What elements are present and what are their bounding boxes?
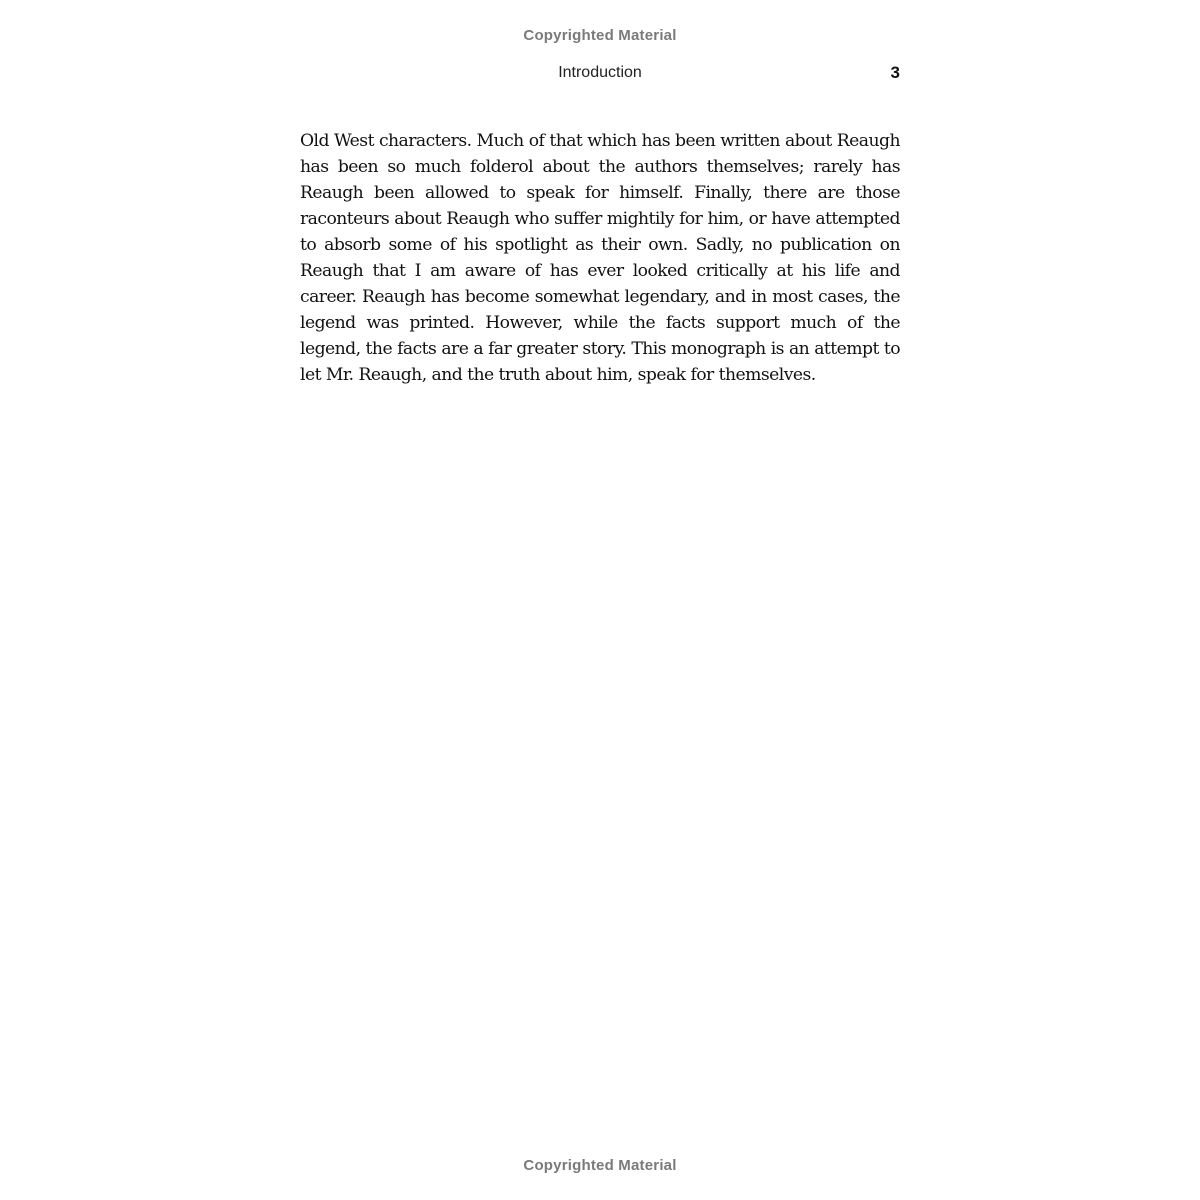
body-paragraph: Old West characters. Much of that which has been written about Reaugh has been so much folderol about the authors themselves; rarely has Reaugh been allowed to speak for himself. Finally, there are those raconteurs about Reaugh who suffer mightily for him, or have attempted to absorb some of his spotlight as their own. Sadly, no publication on Reaugh that I am aware of has ever looked critically at his life and career. Reaugh has become somewhat legendary, and in most cases, the legend was printed. However, while the facts support much of the legend, the facts are a far greater story. This monograph is an attempt to let Mr. Reaugh, and the truth about him, speak for themselves.	[300, 131, 900, 385]
page-number: 3	[890, 63, 900, 82]
section-title: Introduction	[558, 64, 642, 81]
copyright-watermark-bottom: Copyrighted Material	[523, 1157, 677, 1174]
copyright-watermark-top: Copyrighted Material	[523, 27, 677, 44]
running-head	[300, 62, 900, 84]
